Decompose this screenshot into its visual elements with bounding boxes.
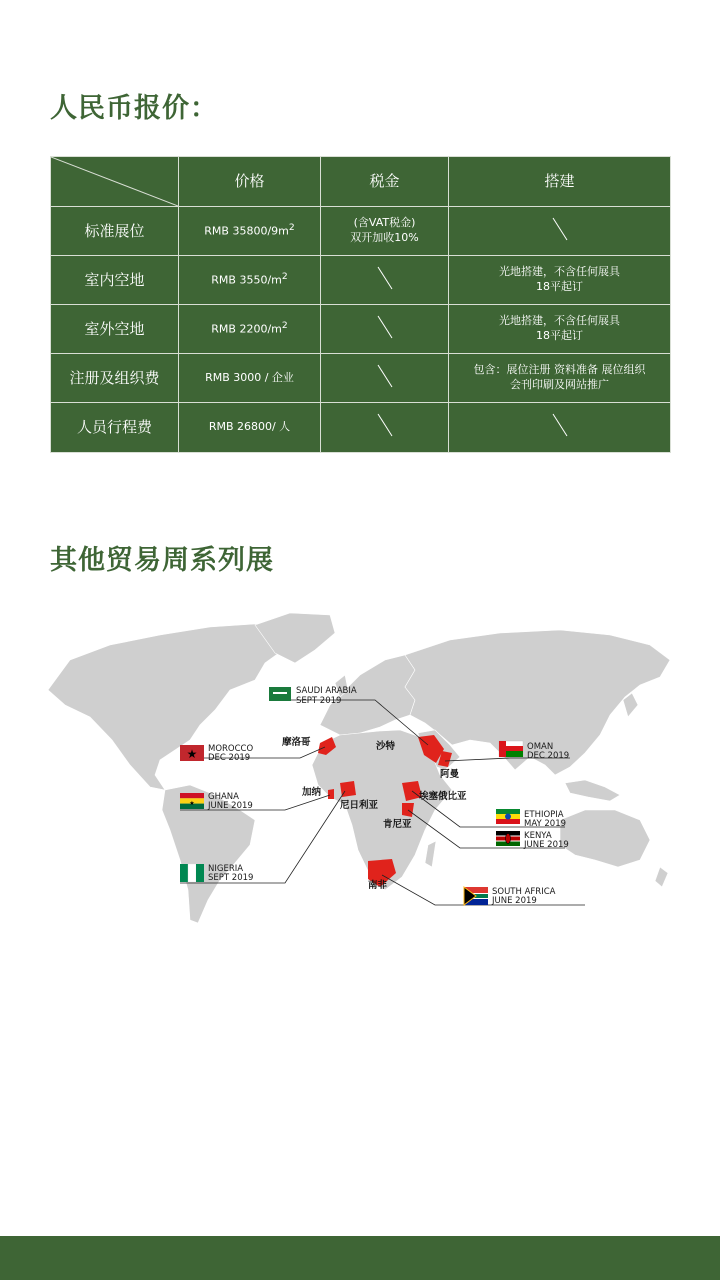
- diagonal-slash: [376, 412, 394, 438]
- row-price: RMB 3000 / 企业: [179, 354, 321, 403]
- event-date: SEPT 2019: [208, 873, 254, 883]
- diagonal-corner-cell: [51, 157, 179, 207]
- row-label: 注册及组织费: [51, 354, 179, 403]
- row-tax-empty: [321, 256, 449, 305]
- header-build: 搭建: [449, 157, 671, 207]
- row-price: RMB $3550/m^2$: [179, 256, 321, 305]
- event-date: JUNE 2019: [524, 840, 569, 850]
- diagonal-slash: [376, 314, 394, 340]
- price-table-header-row: [51, 157, 671, 207]
- new-zealand-shape: [655, 867, 668, 887]
- event-country: MOROCCO: [208, 744, 254, 754]
- event-country: SAUDI ARABIA: [296, 686, 357, 696]
- footer-bar: [0, 1236, 720, 1280]
- event-date: JUNE 2019: [492, 896, 537, 906]
- event-date: JUNE 2019: [208, 801, 253, 811]
- kenya-flag-icon: [496, 831, 520, 846]
- cn-label-nigeria: 尼日利亚: [340, 800, 379, 811]
- cn-label-oman: 阿曼: [440, 769, 460, 780]
- table-row: [51, 403, 671, 453]
- svg-text:★: ★: [186, 747, 198, 761]
- event-country: GHANA: [208, 792, 239, 802]
- row-label: 人员行程费: [51, 403, 179, 453]
- row-build: 光地搭建，不含任何展具 18平起订: [449, 305, 671, 354]
- australia-shape: [560, 810, 650, 867]
- cn-label-ghana: 加纳: [302, 787, 322, 798]
- event-country: SOUTH AFRICA: [492, 887, 556, 897]
- diagonal-slash: [551, 216, 569, 242]
- diagonal-slash: [551, 412, 569, 438]
- header-price: 价格: [179, 157, 321, 207]
- world-map: [40, 605, 680, 935]
- table-row: [51, 207, 671, 256]
- cn-label-saudi: 沙特: [376, 741, 396, 752]
- ghana-flag-icon: [180, 793, 204, 809]
- row-tax: (含VAT税金) 双开加收10%: [321, 207, 449, 256]
- table-row: [51, 305, 671, 354]
- header-tax: 税金: [321, 157, 449, 207]
- row-tax-empty: [321, 305, 449, 354]
- row-build-empty: [449, 403, 671, 453]
- oman-flag-icon: [499, 741, 523, 757]
- diagonal-line: [51, 157, 178, 206]
- event-country: OMAN: [527, 742, 554, 752]
- price-section-title: 人民币报价：: [50, 93, 218, 124]
- cn-label-kenya: 肯尼亚: [383, 819, 412, 830]
- land-masses: [48, 613, 670, 923]
- madagascar-shape: [425, 841, 436, 867]
- event-country: KENYA: [524, 831, 552, 841]
- cn-label-morocco: 摩洛哥: [282, 737, 311, 748]
- event-country: ETHIOPIA: [524, 810, 564, 820]
- row-label: 室内空地: [51, 256, 179, 305]
- row-label: 室外空地: [51, 305, 179, 354]
- table-row: [51, 256, 671, 305]
- row-build: 光地搭建，不含任何展具 18平起订: [449, 256, 671, 305]
- event-country: NIGERIA: [208, 864, 244, 874]
- ethiopia-flag-icon: [496, 809, 520, 824]
- table-row: [51, 354, 671, 403]
- south-africa-flag-icon: [464, 887, 488, 905]
- event-date: DEC 2019: [527, 751, 570, 761]
- price-table: [50, 156, 671, 453]
- trade-section-title: 其他贸易周系列展: [50, 545, 274, 576]
- row-label: 标准展位: [51, 207, 179, 256]
- cn-label-ethiopia: 埃塞俄比亚: [419, 791, 467, 802]
- ghana-shape: [328, 789, 334, 799]
- diagonal-slash: [376, 265, 394, 291]
- row-price: RMB 26800/ 人: [179, 403, 321, 453]
- row-price: RMB $2200/m^2$: [179, 305, 321, 354]
- diagonal-slash: [376, 363, 394, 389]
- event-date: DEC 2019: [208, 753, 251, 763]
- event-date: SEPT 2019: [296, 696, 342, 706]
- row-tax-empty: [321, 354, 449, 403]
- cn-label-south-africa: 南非: [368, 880, 388, 891]
- north-america-shape: [48, 623, 310, 790]
- southeast-asia-islands-shape: [565, 780, 620, 801]
- row-tax-empty: [321, 403, 449, 453]
- nigeria-flag-icon: [180, 864, 204, 882]
- svg-text:★: ★: [189, 800, 195, 807]
- row-build: 包含：展位注册 资料准备 展位组织 会刊印刷及网站推广: [449, 354, 671, 403]
- row-build-empty: [449, 207, 671, 256]
- row-price: RMB $35800/9m^2$: [179, 207, 321, 256]
- event-date: MAY 2019: [524, 819, 567, 829]
